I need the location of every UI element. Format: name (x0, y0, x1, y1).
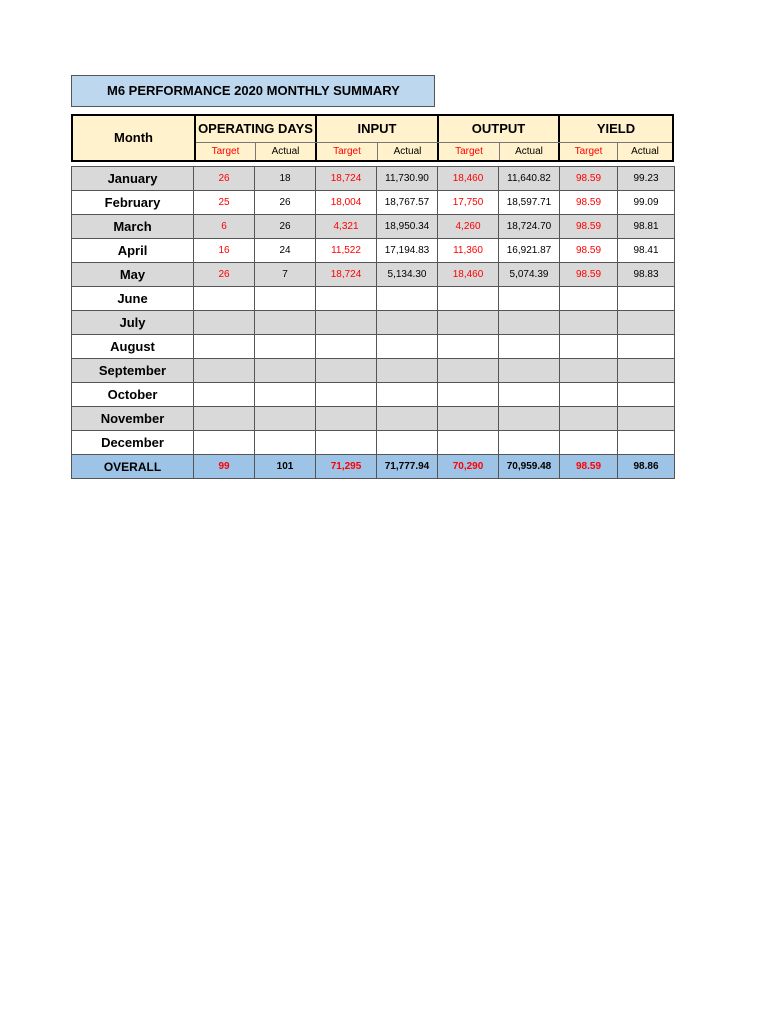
table-row (72, 191, 675, 215)
month-cell: May (72, 263, 194, 287)
table-row (72, 407, 675, 431)
target-cell (194, 311, 255, 335)
target-cell (316, 359, 377, 383)
target-cell: 98.59 (560, 263, 618, 287)
table-row (72, 287, 675, 311)
header-yield: YIELD (596, 121, 636, 136)
actual-cell (377, 407, 438, 431)
actual-cell: 24 (255, 239, 316, 263)
table-row (72, 263, 675, 287)
target-cell (194, 431, 255, 455)
actual-cell (255, 431, 316, 455)
table-row (72, 383, 675, 407)
target-cell: 71,295 (316, 455, 377, 479)
actual-cell: 18,767.57 (377, 191, 438, 215)
target-cell (560, 431, 618, 455)
actual-cell (499, 311, 560, 335)
target-cell (194, 359, 255, 383)
target-cell (316, 431, 377, 455)
actual-cell: 11,730.90 (377, 167, 438, 191)
header-operating-days: OPERATING DAYS (198, 121, 313, 136)
target-cell: 6 (194, 215, 255, 239)
month-cell: March (72, 215, 194, 239)
actual-cell (499, 335, 560, 359)
target-cell (316, 383, 377, 407)
target-cell: 11,360 (438, 239, 499, 263)
target-cell: 4,321 (316, 215, 377, 239)
target-cell: 98.59 (560, 167, 618, 191)
header-month: Month (114, 130, 153, 145)
target-cell (560, 311, 618, 335)
actual-cell: 18,724.70 (499, 215, 560, 239)
target-cell: 18,724 (316, 167, 377, 191)
target-cell (316, 407, 377, 431)
month-cell: January (72, 167, 194, 191)
month-cell: October (72, 383, 194, 407)
subheader-actual: Actual (631, 146, 659, 157)
subheader-target: Target (333, 146, 361, 157)
subheader-target: Target (211, 146, 240, 157)
table-row (72, 335, 675, 359)
actual-cell: 70,959.48 (499, 455, 560, 479)
month-cell: December (72, 431, 194, 455)
target-cell (438, 311, 499, 335)
actual-cell: 18,950.34 (377, 215, 438, 239)
actual-cell: 18,597.71 (499, 191, 560, 215)
actual-cell (618, 359, 675, 383)
actual-cell (618, 431, 675, 455)
actual-cell (499, 383, 560, 407)
target-cell (316, 335, 377, 359)
table-row (72, 167, 675, 191)
actual-cell: 26 (255, 191, 316, 215)
target-cell: 16 (194, 239, 255, 263)
actual-cell: 5,074.39 (499, 263, 560, 287)
actual-cell: 98.41 (618, 239, 675, 263)
actual-cell (255, 311, 316, 335)
table-row (72, 215, 675, 239)
target-cell: 25 (194, 191, 255, 215)
actual-cell (499, 431, 560, 455)
actual-cell: 11,640.82 (499, 167, 560, 191)
actual-cell (499, 287, 560, 311)
overall-row (72, 455, 675, 479)
month-cell: February (72, 191, 194, 215)
target-cell (438, 287, 499, 311)
actual-cell (618, 383, 675, 407)
target-cell: 70,290 (438, 455, 499, 479)
actual-cell: 5,134.30 (377, 263, 438, 287)
report-title: M6 PERFORMANCE 2020 MONTHLY SUMMARY (71, 75, 435, 107)
actual-cell (618, 311, 675, 335)
actual-cell (618, 335, 675, 359)
target-cell: 18,460 (438, 263, 499, 287)
actual-cell: 98.86 (618, 455, 675, 479)
actual-cell (377, 431, 438, 455)
actual-cell (255, 383, 316, 407)
month-cell: June (72, 287, 194, 311)
target-cell: 17,750 (438, 191, 499, 215)
month-cell: July (72, 311, 194, 335)
actual-cell: 98.81 (618, 215, 675, 239)
actual-cell (255, 407, 316, 431)
target-cell (194, 383, 255, 407)
target-cell (438, 359, 499, 383)
subheader-actual: Actual (515, 146, 543, 157)
actual-cell: 101 (255, 455, 316, 479)
target-cell: 11,522 (316, 239, 377, 263)
target-cell: 98.59 (560, 239, 618, 263)
subheader-actual: Actual (393, 146, 422, 157)
month-cell: April (72, 239, 194, 263)
target-cell: 98.59 (560, 191, 618, 215)
actual-cell (377, 311, 438, 335)
actual-cell (618, 407, 675, 431)
table-header (71, 114, 674, 162)
target-cell (438, 407, 499, 431)
target-cell (560, 359, 618, 383)
table-row (72, 311, 675, 335)
month-cell: September (72, 359, 194, 383)
actual-cell: 99.09 (618, 191, 675, 215)
actual-cell: 99.23 (618, 167, 675, 191)
actual-cell (618, 287, 675, 311)
target-cell (194, 335, 255, 359)
target-cell (194, 287, 255, 311)
target-cell (194, 407, 255, 431)
summary-table (71, 166, 675, 479)
table-row (72, 359, 675, 383)
actual-cell (255, 287, 316, 311)
target-cell: 18,724 (316, 263, 377, 287)
target-cell (316, 311, 377, 335)
target-cell (560, 287, 618, 311)
target-cell (438, 335, 499, 359)
actual-cell: 16,921.87 (499, 239, 560, 263)
header-input: INPUT (357, 121, 397, 136)
actual-cell (377, 383, 438, 407)
target-cell (560, 407, 618, 431)
target-cell: 18,004 (316, 191, 377, 215)
month-cell: OVERALL (72, 455, 194, 479)
actual-cell: 26 (255, 215, 316, 239)
actual-cell (255, 335, 316, 359)
actual-cell: 98.83 (618, 263, 675, 287)
target-cell (438, 431, 499, 455)
table-row (72, 431, 675, 455)
table-row (72, 239, 675, 263)
actual-cell: 71,777.94 (377, 455, 438, 479)
subheader-actual: Actual (271, 146, 300, 157)
subheader-target: Target (455, 146, 483, 157)
actual-cell (255, 359, 316, 383)
target-cell (438, 383, 499, 407)
subheader-target: Target (574, 146, 603, 157)
actual-cell: 17,194.83 (377, 239, 438, 263)
target-cell (560, 335, 618, 359)
target-cell (560, 383, 618, 407)
actual-cell (377, 335, 438, 359)
target-cell: 26 (194, 263, 255, 287)
actual-cell: 7 (255, 263, 316, 287)
target-cell (316, 287, 377, 311)
target-cell: 99 (194, 455, 255, 479)
actual-cell (377, 359, 438, 383)
month-cell: November (72, 407, 194, 431)
target-cell: 4,260 (438, 215, 499, 239)
target-cell: 18,460 (438, 167, 499, 191)
actual-cell (499, 359, 560, 383)
actual-cell (499, 407, 560, 431)
actual-cell (377, 287, 438, 311)
header-output: OUTPUT (471, 121, 526, 136)
target-cell: 98.59 (560, 215, 618, 239)
target-cell: 98.59 (560, 455, 618, 479)
month-cell: August (72, 335, 194, 359)
target-cell: 26 (194, 167, 255, 191)
actual-cell: 18 (255, 167, 316, 191)
